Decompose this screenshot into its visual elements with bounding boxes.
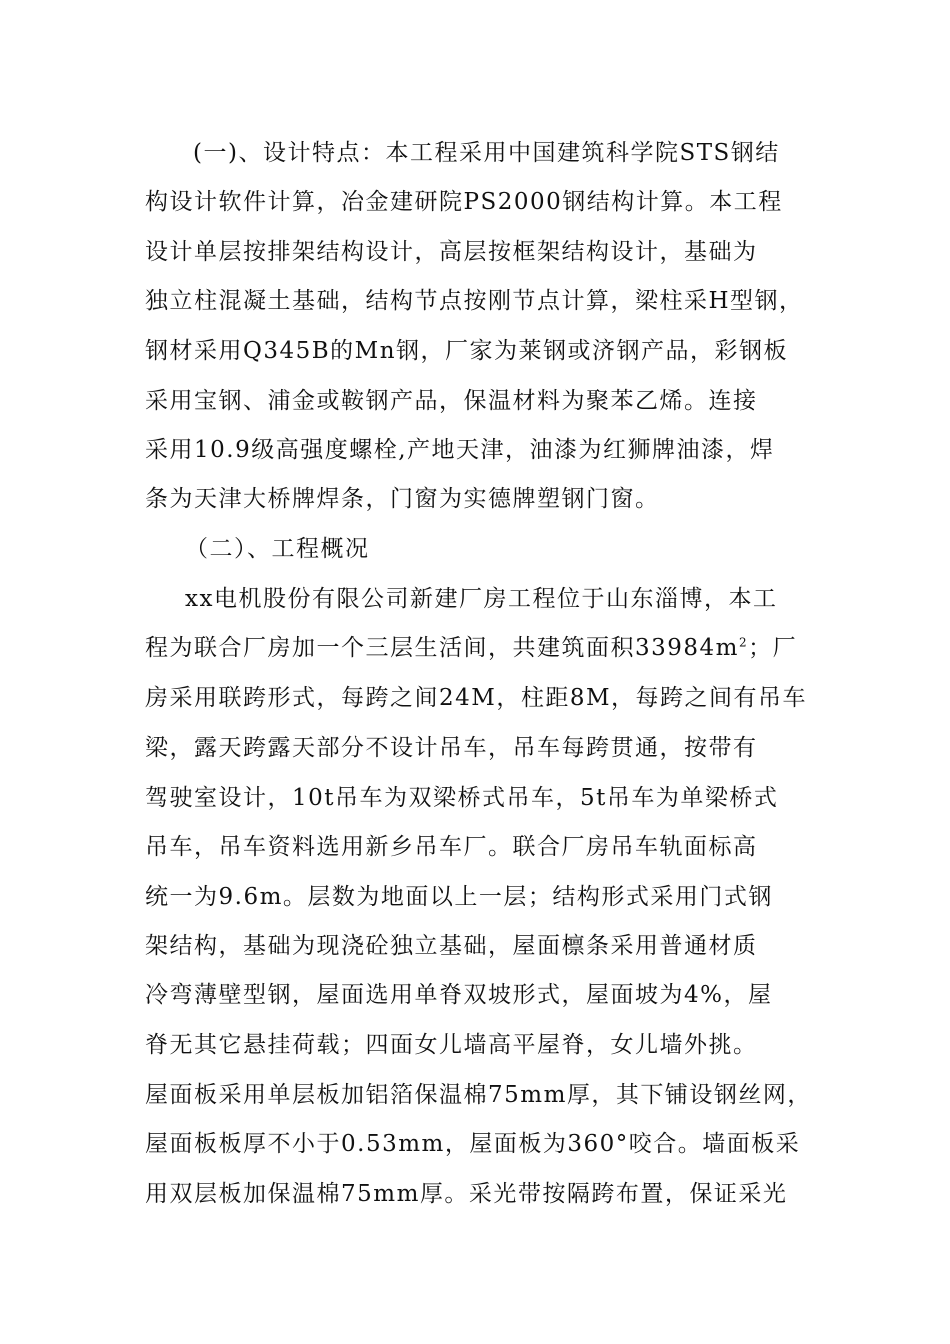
section1-line-6: 采用宝钢、浦金或鞍钢产品，保温材料为聚苯乙烯。连接 [145,388,758,414]
section2-line-6: 吊车，吊车资料选用新乡吊车厂。联合厂房吊车轨面标高 [145,834,758,860]
section2-line-9: 冷弯薄壁型钢，屋面选用单脊双坡形式，屋面坡为4%，屋 [145,982,773,1008]
section2-line-8: 架结构，基础为现浇砼独立基础，屋面檩条采用普通材质 [145,933,758,959]
section2-line-10: 脊无其它悬挂荷载；四面女儿墙高平屋脊，女儿墙外挑。 [145,1032,758,1058]
section1-line-1: (一)、设计特点：本工程采用中国建筑科学院STS钢结 [193,140,780,166]
section2-line-4: 梁，露天跨露天部分不设计吊车，吊车每跨贯通，按带有 [145,735,758,761]
section2-line-11: 屋面板采用单层板加铝箔保温棉75mm厚，其下铺设钢丝网， [145,1082,812,1108]
section1-line-2: 构设计软件计算，冶金建研院PS2000钢结构计算。本工程 [145,189,783,215]
area-unit-superscript: 2 [738,635,749,650]
section2-line-2 [145,633,797,663]
section2-line-12: 屋面板板厚不小于0.53mm，屋面板为360°咬合。墙面板采 [145,1131,801,1157]
section2-line-2-text: 程为联合厂房加一个三层生活间，共建筑面积33984m [145,635,739,661]
section2-heading: （二）、工程概况 [185,536,370,562]
section1-line-3: 设计单层按排架结构设计，高层按框架结构设计，基础为 [145,239,758,265]
section2-line-1: xx电机股份有限公司新建厂房工程位于山东淄博，本工 [185,586,778,612]
section2-line-2-tail: ；厂 [748,635,798,661]
section2-line-7: 统一为9.6m。层数为地面以上一层；结构形式采用门式钢 [145,884,773,910]
section1-line-7: 采用10.9级高强度螺栓,产地天津，油漆为红狮牌油漆，焊 [145,437,775,463]
section1-line-5: 钢材采用Q345B的Mn钢，厂家为莱钢或济钢产品，彩钢板 [145,338,789,364]
section2-line-3: 房采用联跨形式，每跨之间24M，柱距8M，每跨之间有吊车 [145,685,808,711]
section1-line-4: 独立柱混凝土基础，结构节点按刚节点计算，梁柱采H型钢， [145,288,804,314]
section2-line-13: 用双层板加保温棉75mm厚。采光带按隔跨布置，保证采光 [145,1181,788,1207]
section2-line-5: 驾驶室设计，10t吊车为双梁桥式吊车，5t吊车为单梁桥式 [145,785,779,811]
section1-line-8: 条为天津大桥牌焊条，门窗为实德牌塑钢门窗。 [145,486,660,512]
